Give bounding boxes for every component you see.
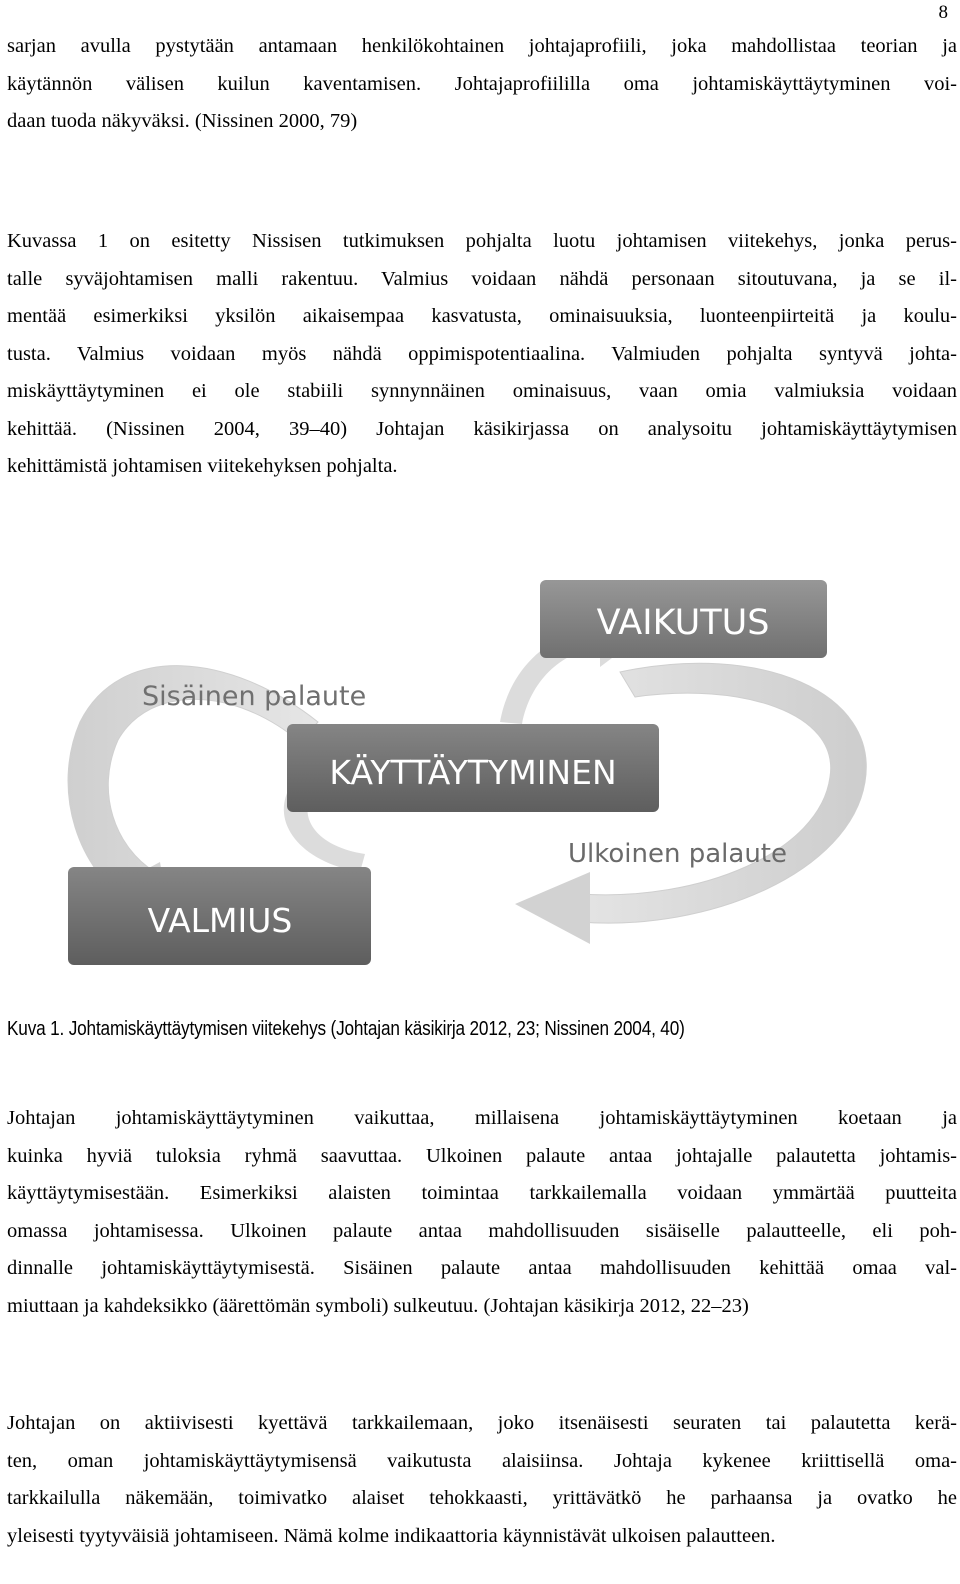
page-number: 8 — [938, 2, 948, 23]
text-line: Kuvassa 1 on esitetty Nissisen tutkimuksen pohjalta luotu johtamisen viitekehys, jonka perus- — [7, 230, 957, 252]
readiness-box-label: VALMIUS — [147, 901, 293, 940]
text-line: dinnalle johtamiskäyttäytymisestä. Sisäinen palaute antaa mahdollisuuden kehittää omaa val- — [7, 1257, 957, 1279]
text-line: käytännön välisen kuilun kaventamisen. Johtajaprofiililla oma johtamiskäyttäytyminen voi- — [7, 72, 957, 95]
paragraph-1 — [7, 28, 957, 141]
text-line: kehittämistä johtamisen viitekehyksen pohjalta. — [7, 455, 398, 477]
text-line: ten, oman johtamiskäyttäytymisensä vaikutusta alaisiinsa. Johtaja kykenee kriittisellä oma- — [7, 1449, 957, 1472]
text-line: talle syväjohtamisen malli rakentuu. Valmius voidaan nähdä personaan sitoutuvana, ja se il- — [7, 267, 957, 290]
leadership-framework-figure — [60, 572, 900, 982]
text-line: miuttaan ja kahdeksikko (äärettömän symboli) sulkeutuu. (Johtajan käsikirja 2012, 22–23) — [7, 1294, 749, 1317]
text-line: sarjan avulla pystytään antamaan henkilökohtainen johtajaprofiili, joka mahdollistaa teorian ja — [7, 35, 957, 57]
framework-diagram — [60, 572, 900, 982]
text-line: tarkkailulla näkemään, toimivatko alaiset tehokkaasti, yrittävätkö he parhaansa ja ovatko he — [7, 1487, 957, 1509]
external-feedback-arrowhead — [515, 872, 590, 944]
text-line: Johtajan johtamiskäyttäytyminen vaikuttaa, millaisena johtamiskäyttäytyminen koetaan ja — [7, 1107, 957, 1129]
behavior-box-label: KÄYTTÄYTYMINEN — [329, 753, 617, 792]
paragraph-3 — [7, 1100, 957, 1325]
paragraph-4 — [7, 1405, 957, 1555]
text-line: tusta. Valmius voidaan myös nähdä oppimispotentiaalina. Valmiuden pohjalta syntyvä johta- — [7, 342, 957, 365]
text-line: mentää esimerkiksi yksilön aikaisempaa kasvatusta, ominaisuuksia, luonteenpiirteitä ja koulu- — [7, 305, 957, 327]
text-line: yleisesti tyytyväisiä johtamiseen. Nämä kolme indikaattoria käynnistävät ulkoisen palautteen. — [7, 1524, 776, 1547]
figure-caption: Kuva 1. Johtamiskäyttäytymisen viitekehys (Johtajan käsikirja 2012, 23; Nissinen 2004, 40) — [7, 1018, 685, 1040]
text-line: käyttäytymisestään. Esimerkiksi alaisten toimintaa tarkkailemalla voidaan ymmärtää puutteita — [7, 1182, 957, 1204]
text-line: kuinka hyviä tuloksia ryhmä saavuttaa. Ulkoinen palaute antaa johtajalle palautetta johtamis- — [7, 1144, 957, 1167]
text-line: kehittää. (Nissinen 2004, 39–40) Johtajan käsikirjassa on analysoitu johtamiskäyttäytymisen — [7, 417, 957, 440]
internal-feedback-label: Sisäinen palaute — [142, 681, 367, 712]
text-line: daan tuoda näkyväksi. (Nissinen 2000, 79) — [7, 110, 358, 132]
text-line: Johtajan on aktiivisesti kyettävä tarkkailemaan, joko itsenäisesti seuraten tai palautetta kerä- — [7, 1412, 957, 1434]
impact-box-label: VAIKUTUS — [596, 603, 770, 643]
text-line: miskäyttäytyminen ei ole stabiili synnynnäinen ominaisuus, vaan omia valmiuksia voidaan — [7, 380, 957, 402]
text-line: omassa johtamisessa. Ulkoinen palaute antaa mahdollisuuden sisäiselle palautteelle, eli poh- — [7, 1219, 957, 1242]
paragraph-2 — [7, 223, 957, 486]
external-feedback-label: Ulkoinen palaute — [568, 839, 787, 869]
